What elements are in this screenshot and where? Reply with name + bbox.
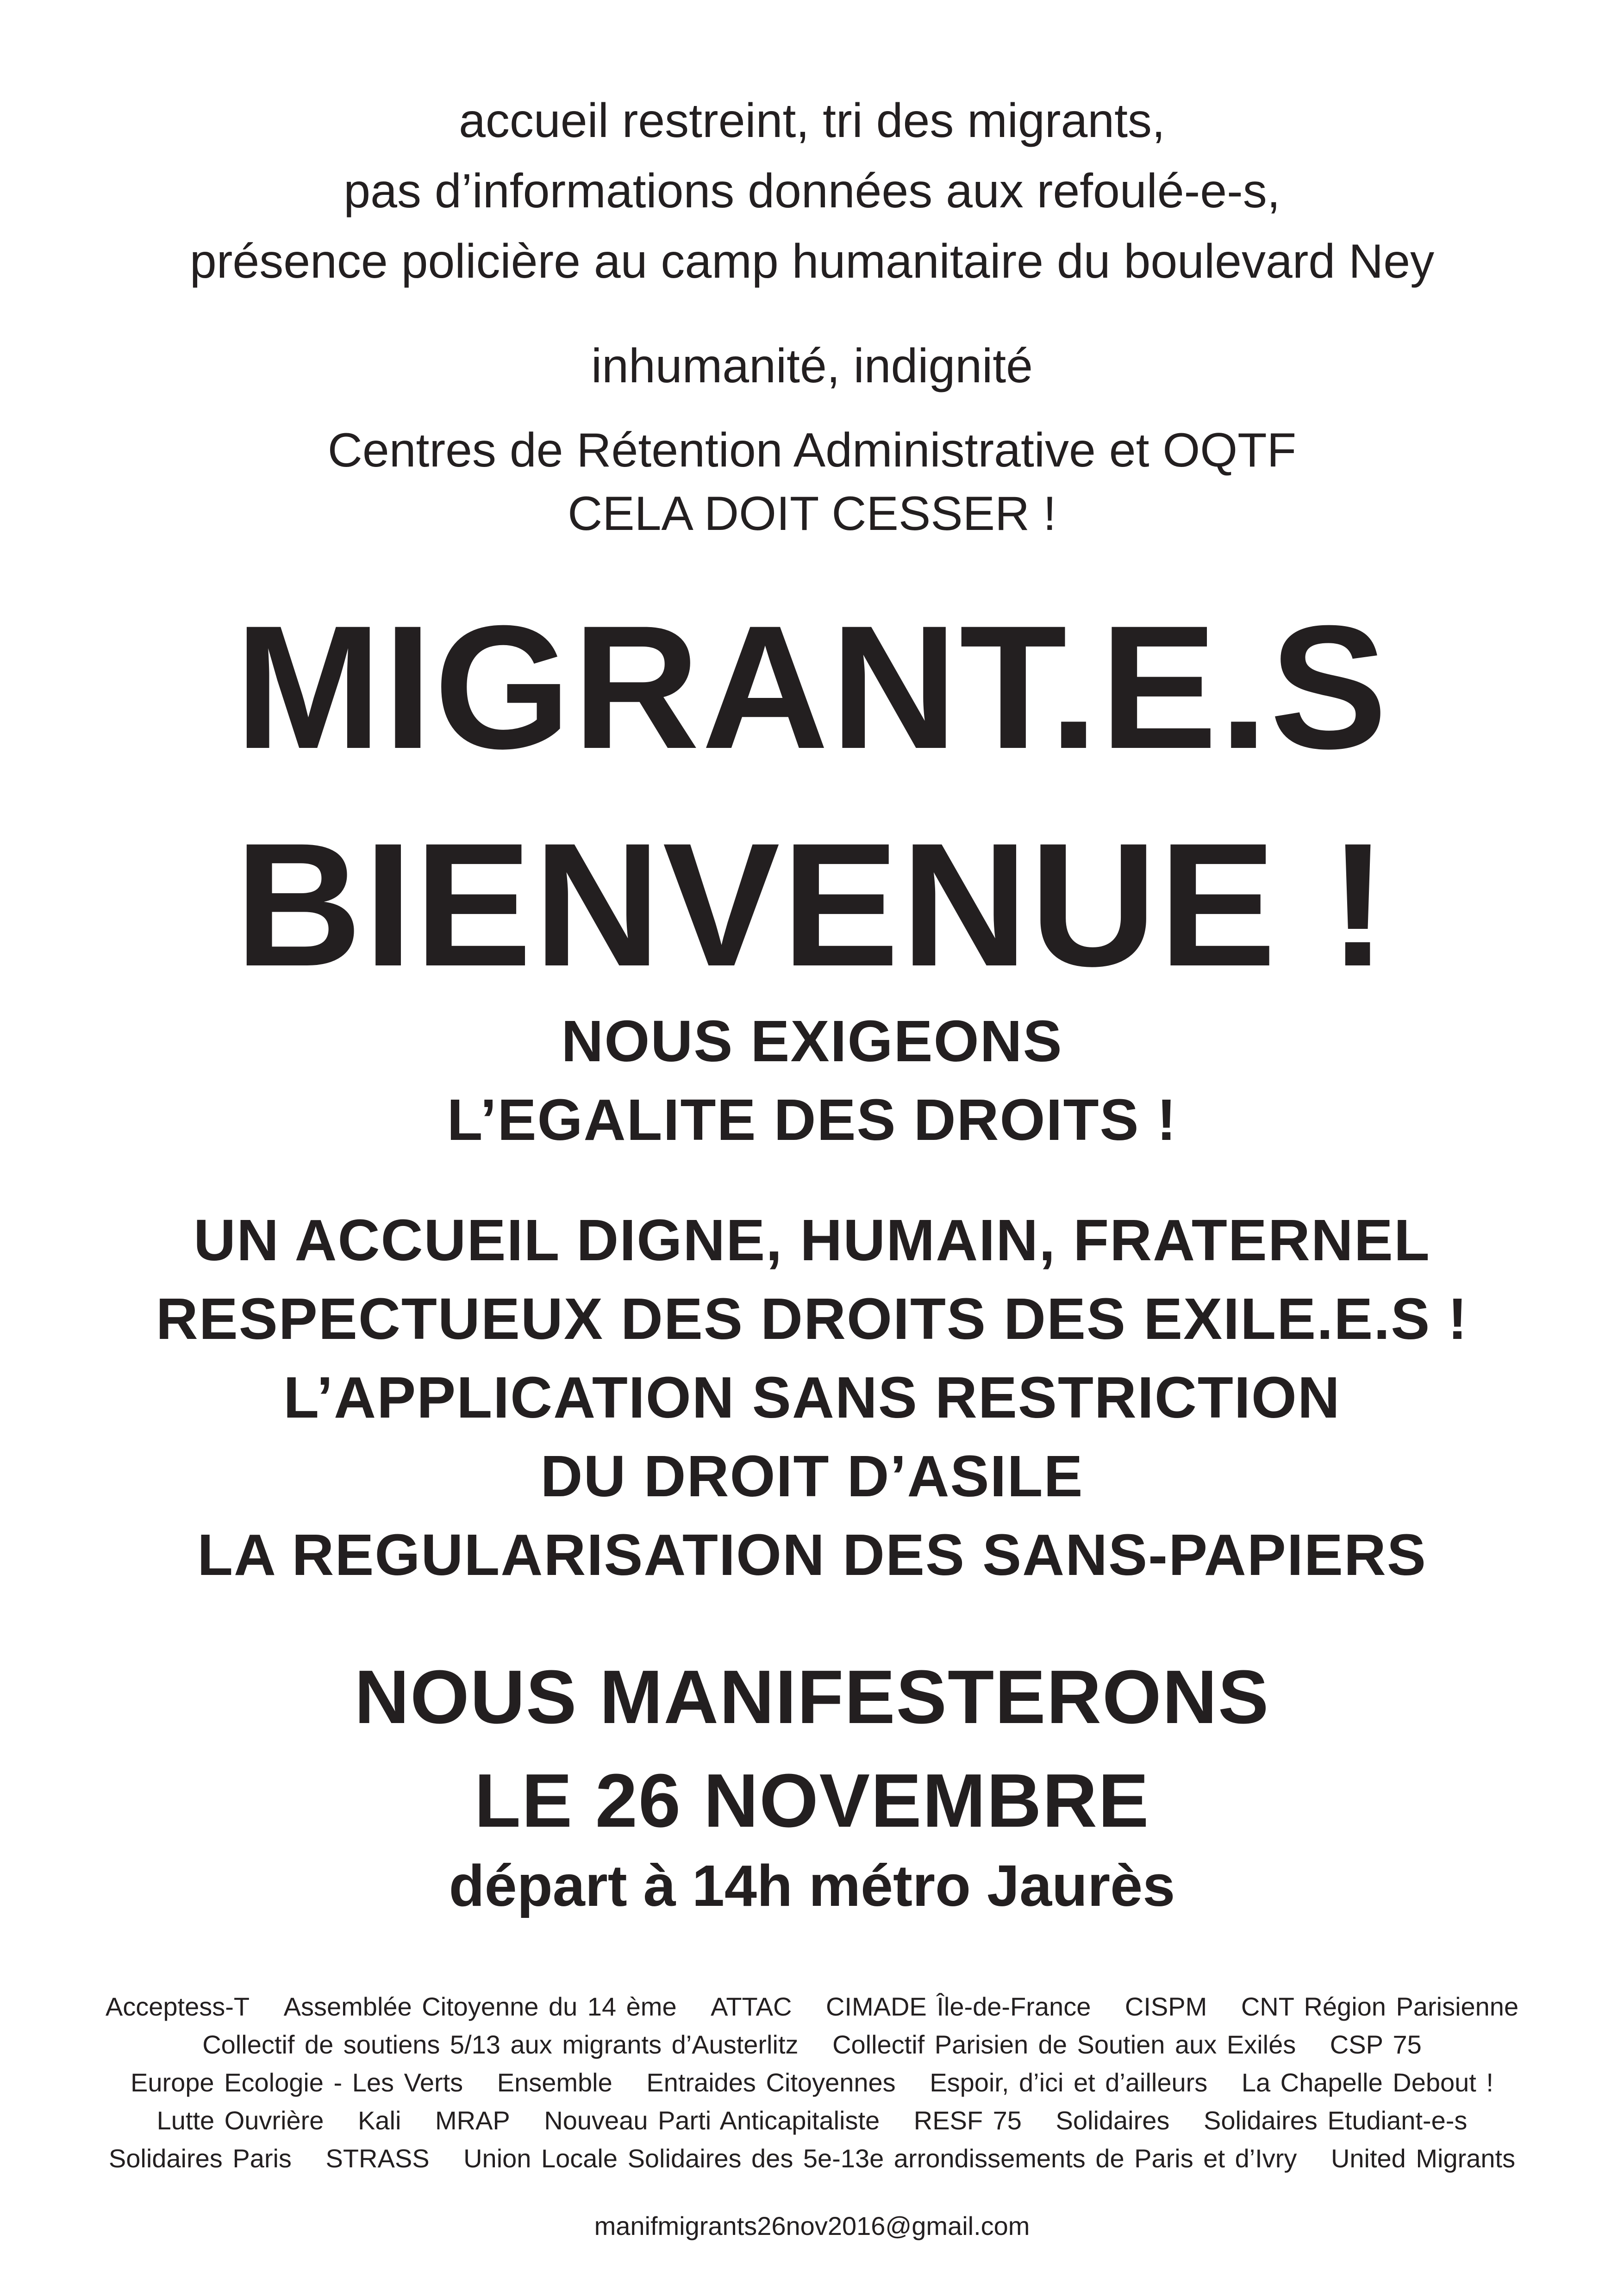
cesser-text (0, 481, 1624, 546)
contact-email-text: manifmigrants26nov2016@gmail.com (594, 2211, 1030, 2240)
organization: Acceptess-T (105, 1992, 250, 2021)
march-line-1: NOUS MANIFESTERONS (354, 1655, 1270, 1739)
organization: La Chapelle Debout ! (1241, 2068, 1493, 2097)
concern-line: Centres de Rétention Administrative et OQTF (327, 423, 1297, 477)
departure-line: départ à 14h métro Jaurès (449, 1853, 1175, 1918)
demand-line: RESPECTUEUX DES DROITS DES EXILE.E.S ! (156, 1286, 1468, 1351)
march-announcement (0, 1645, 1624, 1853)
organization: Union Locale Solidaires des 5e-13e arrondissements de Paris et d’Ivry (463, 2144, 1297, 2173)
contact-email (0, 2210, 1624, 2242)
organization: Kali (358, 2106, 401, 2135)
organizations-row-2 (93, 2026, 1531, 2064)
organization: Assemblée Citoyenne du 14 ème (283, 1992, 677, 2021)
organization: Europe Ecologie - Les Verts (131, 2068, 463, 2097)
demand-line: LA REGULARISATION DES SANS-PAPIERS (197, 1522, 1427, 1587)
organization: MRAP (435, 2106, 510, 2135)
demand-line: NOUS EXIGEONS (561, 1008, 1063, 1074)
concern-text (0, 324, 1624, 492)
organization: Lutte Ouvrière (156, 2106, 324, 2135)
organization: United Migrants (1330, 2144, 1516, 2173)
organizations-row-3 (93, 2064, 1531, 2102)
organizations-row-5 (93, 2140, 1531, 2178)
demand-line: UN ACCUEIL DIGNE, HUMAIN, FRATERNEL (194, 1207, 1430, 1273)
intro-line: présence policière au camp humanitaire du boulevard Ney (189, 235, 1435, 288)
cesser-line: CELA DOIT CESSER ! (568, 487, 1056, 541)
organization: CSP 75 (1330, 2030, 1422, 2059)
organization: Entraides Citoyennes (646, 2068, 896, 2097)
demand-block-welcome (0, 1201, 1624, 1358)
organization: CIMADE Île-de-France (825, 1992, 1091, 2021)
intro-line: pas d’informations données aux refoulé-e-s, (344, 164, 1280, 218)
organization: Espoir, d’ici et d’ailleurs (930, 2068, 1208, 2097)
departure-info (0, 1849, 1624, 1923)
concern-line: inhumanité, indignité (591, 339, 1033, 393)
organization: Ensemble (497, 2068, 612, 2097)
organization: Collectif Parisien de Soutien aux Exilés (832, 2030, 1296, 2059)
demand-line: L’EGALITE DES DROITS ! (447, 1087, 1177, 1152)
organizations-list (93, 1988, 1531, 2178)
demand-block-asylum (0, 1358, 1624, 1594)
organization: STRASS (325, 2144, 430, 2173)
headline-line-2: BIENVENUE ! (235, 806, 1389, 1003)
organization: Solidaires (1056, 2106, 1170, 2135)
organizations-row-1 (93, 1988, 1531, 2026)
organization: Nouveau Parti Anticapitaliste (544, 2106, 880, 2135)
march-date: LE 26 NOVEMBRE (474, 1758, 1150, 1843)
demand-block-equality (0, 1002, 1624, 1159)
organization: ATTAC (711, 1992, 792, 2021)
organization: RESF 75 (913, 2106, 1022, 2135)
demand-line: L’APPLICATION SANS RESTRICTION (283, 1365, 1341, 1430)
intro-text (0, 86, 1624, 297)
organization: CISPM (1124, 1992, 1207, 2021)
demand-line: DU DROIT D’ASILE (540, 1444, 1084, 1509)
intro-line: accueil restreint, tri des migrants, (459, 94, 1165, 148)
organizations-row-4 (93, 2102, 1531, 2140)
organization: Collectif de soutiens 5/13 aux migrants d’Austerlitz (202, 2030, 799, 2059)
organization: Solidaires Etudiant-e-s (1203, 2106, 1468, 2135)
headline-line-1: MIGRANT.E.S (235, 589, 1389, 785)
organization: Solidaires Paris (108, 2144, 292, 2173)
headline (0, 579, 1624, 1014)
organization: CNT Région Parisienne (1241, 1992, 1519, 2021)
